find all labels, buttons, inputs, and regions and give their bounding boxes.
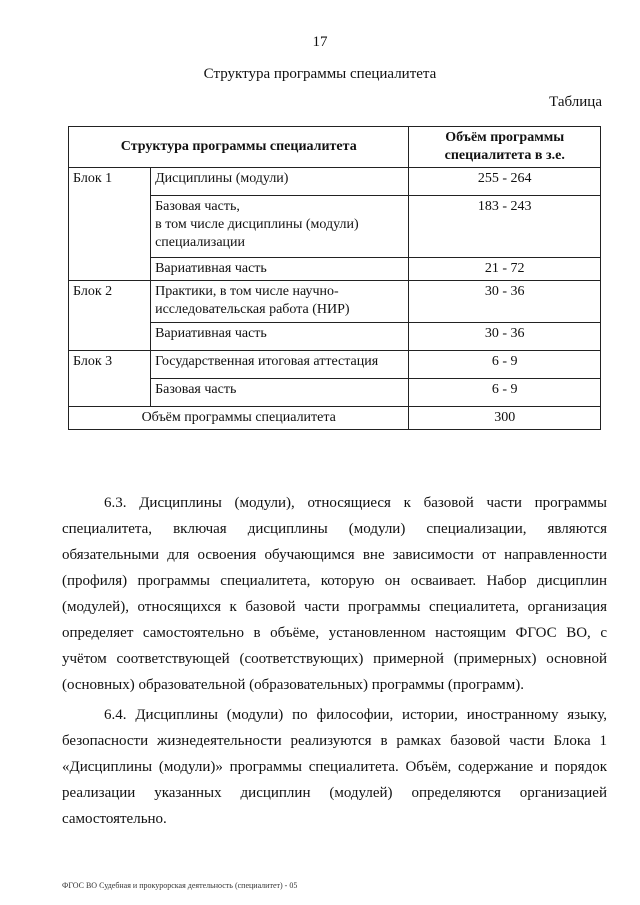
block-label bbox=[69, 323, 151, 351]
row-item: Вариативная часть bbox=[151, 323, 409, 351]
row-item: Государственная итоговая аттестация bbox=[151, 351, 409, 379]
total-label: Объём программы специалитета bbox=[69, 407, 409, 430]
section-title: Структура программы специалитета bbox=[203, 66, 437, 82]
row-value: 30 - 36 bbox=[409, 323, 601, 351]
row-item: Вариативная часть bbox=[151, 258, 409, 281]
table-row bbox=[69, 379, 601, 407]
paragraph-6-3: 6.3. Дисциплины (модули), относящиеся к базовой части программы специалитета, включая дисциплины (модули) специализации, являются обязательными для освоения обучающимся вне зависимости от направленности (профиля) программы специалитета, которую он осваивает. Набор дисциплин (модулей), относящихся к базовой части программы специалитета, организация определяет самостоятельно в объёме, установленном настоящим ФГОС ВО, с учётом соответствующей (соответствующих) примерной (примерных) основной (основных) образовательной (образовательных) программы (программ). bbox=[62, 495, 607, 693]
paragraph-6-4: 6.4. Дисциплины (модули) по философии, истории, иностранному языку, безопасности жизнедеятельности реализуются в рамках базовой части Блока 1 «Дисциплины (модули)» программы специалитета. Объём, содержание и порядок реализации указанных дисциплин (модулей) определяются организацией самостоятельно. bbox=[62, 707, 607, 827]
row-item: Базовая часть bbox=[151, 379, 409, 407]
row-item: Базовая часть, в том числе дисциплины (модули) специализации bbox=[151, 196, 409, 258]
header-volume: Объём программы специалитета в з.е. bbox=[409, 127, 601, 168]
row-value: 21 - 72 bbox=[409, 258, 601, 281]
program-structure-table bbox=[68, 126, 601, 430]
row-item: Практики, в том числе научно-исследовательская работа (НИР) bbox=[151, 281, 409, 323]
total-value: 300 bbox=[409, 407, 601, 430]
page-number: 17 bbox=[312, 34, 328, 50]
table-header-row bbox=[69, 127, 601, 168]
header-structure: Структура программы специалитета bbox=[69, 127, 409, 168]
block-label: Блок 1 bbox=[69, 168, 151, 196]
table-row bbox=[69, 196, 601, 258]
table-caption: Таблица bbox=[549, 94, 602, 110]
table-row bbox=[69, 168, 601, 196]
body-text bbox=[62, 490, 607, 836]
table-row bbox=[69, 323, 601, 351]
row-value: 255 - 264 bbox=[409, 168, 601, 196]
block-label bbox=[69, 379, 151, 407]
row-item: Дисциплины (модули) bbox=[151, 168, 409, 196]
row-value: 30 - 36 bbox=[409, 281, 601, 323]
block-label bbox=[69, 196, 151, 258]
row-value: 6 - 9 bbox=[409, 351, 601, 379]
block-label bbox=[69, 258, 151, 281]
table-row bbox=[69, 281, 601, 323]
table-total-row bbox=[69, 407, 601, 430]
block-label: Блок 2 bbox=[69, 281, 151, 323]
table-row bbox=[69, 351, 601, 379]
row-value: 183 - 243 bbox=[409, 196, 601, 258]
row-value: 6 - 9 bbox=[409, 379, 601, 407]
table-row bbox=[69, 258, 601, 281]
block-label: Блок 3 bbox=[69, 351, 151, 379]
page-footer: ФГОС ВО Судебная и прокурорская деятельность (специалитет) - 05 bbox=[62, 881, 298, 890]
